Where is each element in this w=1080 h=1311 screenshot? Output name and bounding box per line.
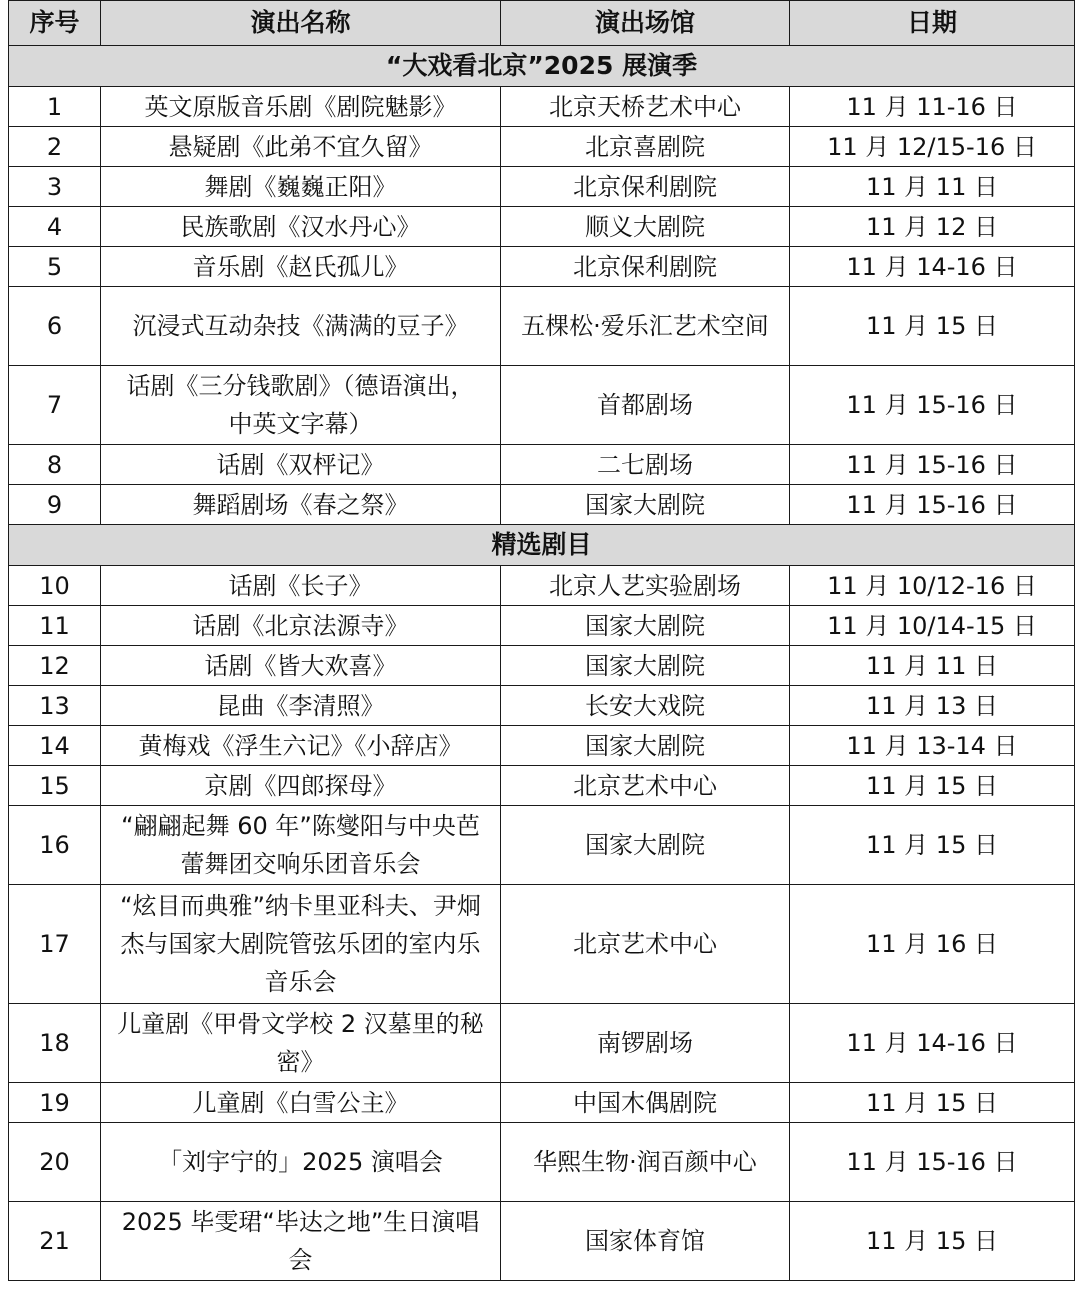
show-date: 11 月 12/15-16 日: [790, 127, 1075, 167]
row-number: 12: [9, 646, 101, 686]
show-date: 11 月 15-16 日: [790, 445, 1075, 485]
table-row: [9, 606, 1075, 646]
row-number: 6: [9, 287, 101, 366]
show-name: 话剧《三分钱歌剧》（德语演出，中英文字幕）: [101, 366, 501, 445]
show-name: 话剧《长子》: [101, 566, 501, 606]
show-name: 2025 毕雯珺“毕达之地”生日演唱会: [101, 1202, 501, 1281]
table-row: [9, 726, 1075, 766]
venue-name: 国家大剧院: [501, 806, 790, 885]
show-date: 11 月 15-16 日: [790, 485, 1075, 525]
row-number: 19: [9, 1083, 101, 1123]
table-row: [9, 87, 1075, 127]
table-row: [9, 445, 1075, 485]
venue-name: 长安大戏院: [501, 686, 790, 726]
venue-name: 北京喜剧院: [501, 127, 790, 167]
venue-name: 中国木偶剧院: [501, 1083, 790, 1123]
show-date: 11 月 14-16 日: [790, 1004, 1075, 1083]
venue-name: 北京保利剧院: [501, 247, 790, 287]
venue-name: 北京艺术中心: [501, 885, 790, 1004]
show-date: 11 月 15 日: [790, 1083, 1075, 1123]
venue-name: 国家大剧院: [501, 726, 790, 766]
row-number: 8: [9, 445, 101, 485]
row-number: 14: [9, 726, 101, 766]
row-number: 20: [9, 1123, 101, 1202]
header-venue: 演出场馆: [501, 1, 790, 46]
section-title: “大戏看北京”2025 展演季: [9, 46, 1075, 87]
show-date: 11 月 15-16 日: [790, 366, 1075, 445]
venue-name: 二七剧场: [501, 445, 790, 485]
show-name: 京剧《四郎探母》: [101, 766, 501, 806]
show-date: 11 月 15-16 日: [790, 1123, 1075, 1202]
show-name: 沉浸式互动杂技《满满的豆子》: [101, 287, 501, 366]
show-name: 舞蹈剧场《春之祭》: [101, 485, 501, 525]
venue-name: 国家体育馆: [501, 1202, 790, 1281]
show-date: 11 月 15 日: [790, 766, 1075, 806]
venue-name: 国家大剧院: [501, 485, 790, 525]
header-number: 序号: [9, 1, 101, 46]
show-name: 音乐剧《赵氏孤儿》: [101, 247, 501, 287]
table-row: [9, 1004, 1075, 1083]
show-date: 11 月 13-14 日: [790, 726, 1075, 766]
venue-name: 北京天桥艺术中心: [501, 87, 790, 127]
venue-name: 北京艺术中心: [501, 766, 790, 806]
show-name: 民族歌剧《汉水丹心》: [101, 207, 501, 247]
show-name: “炫目而典雅”纳卡里亚科夫、尹炯杰与国家大剧院管弦乐团的室内乐音乐会: [101, 885, 501, 1004]
venue-name: 北京人艺实验剧场: [501, 566, 790, 606]
show-date: 11 月 10/12-16 日: [790, 566, 1075, 606]
show-name: 昆曲《李清照》: [101, 686, 501, 726]
row-number: 3: [9, 167, 101, 207]
table-row: [9, 766, 1075, 806]
venue-name: 华熙生物·润百颜中心: [501, 1123, 790, 1202]
show-date: 11 月 12 日: [790, 207, 1075, 247]
table-row: [9, 167, 1075, 207]
row-number: 16: [9, 806, 101, 885]
row-number: 9: [9, 485, 101, 525]
table-row: [9, 1083, 1075, 1123]
show-name: 话剧《双枰记》: [101, 445, 501, 485]
venue-name: 首都剧场: [501, 366, 790, 445]
show-name: “翩翩起舞 60 年”陈燮阳与中央芭蕾舞团交响乐团音乐会: [101, 806, 501, 885]
show-name: 儿童剧《白雪公主》: [101, 1083, 501, 1123]
row-number: 18: [9, 1004, 101, 1083]
venue-name: 北京保利剧院: [501, 167, 790, 207]
header-date: 日期: [790, 1, 1075, 46]
table-row: [9, 366, 1075, 445]
section-row: [9, 525, 1075, 566]
show-date: 11 月 16 日: [790, 885, 1075, 1004]
section-row: [9, 46, 1075, 87]
row-number: 1: [9, 87, 101, 127]
show-date: 11 月 15 日: [790, 1202, 1075, 1281]
schedule-table: [8, 0, 1075, 1281]
venue-name: 国家大剧院: [501, 606, 790, 646]
table-row: [9, 806, 1075, 885]
table-row: [9, 566, 1075, 606]
show-name: 「刘宇宁的」2025 演唱会: [101, 1123, 501, 1202]
show-name: 儿童剧《甲骨文学校 2 汉墓里的秘密》: [101, 1004, 501, 1083]
row-number: 5: [9, 247, 101, 287]
venue-name: 国家大剧院: [501, 646, 790, 686]
show-date: 11 月 10/14-15 日: [790, 606, 1075, 646]
show-date: 11 月 14-16 日: [790, 247, 1075, 287]
row-number: 2: [9, 127, 101, 167]
show-date: 11 月 11 日: [790, 646, 1075, 686]
venue-name: 五棵松·爱乐汇艺术空间: [501, 287, 790, 366]
header-show-name: 演出名称: [101, 1, 501, 46]
table-row: [9, 127, 1075, 167]
show-name: 话剧《皆大欢喜》: [101, 646, 501, 686]
row-number: 11: [9, 606, 101, 646]
venue-name: 顺义大剧院: [501, 207, 790, 247]
table-row: [9, 686, 1075, 726]
table-body: [9, 46, 1075, 1281]
section-title: 精选剧目: [9, 525, 1075, 566]
table-row: [9, 1123, 1075, 1202]
header-row: [9, 1, 1075, 46]
row-number: 17: [9, 885, 101, 1004]
venue-name: 南锣剧场: [501, 1004, 790, 1083]
show-name: 黄梅戏《浮生六记》《小辞店》: [101, 726, 501, 766]
table-row: [9, 646, 1075, 686]
row-number: 15: [9, 766, 101, 806]
table-row: [9, 885, 1075, 1004]
show-name: 悬疑剧《此弟不宜久留》: [101, 127, 501, 167]
show-date: 11 月 15 日: [790, 806, 1075, 885]
table-row: [9, 485, 1075, 525]
show-name: 舞剧《巍巍正阳》: [101, 167, 501, 207]
row-number: 10: [9, 566, 101, 606]
table-row: [9, 1202, 1075, 1281]
show-date: 11 月 15 日: [790, 287, 1075, 366]
show-name: 话剧《北京法源寺》: [101, 606, 501, 646]
row-number: 4: [9, 207, 101, 247]
table-row: [9, 247, 1075, 287]
show-date: 11 月 11-16 日: [790, 87, 1075, 127]
show-date: 11 月 13 日: [790, 686, 1075, 726]
row-number: 21: [9, 1202, 101, 1281]
row-number: 7: [9, 366, 101, 445]
row-number: 13: [9, 686, 101, 726]
show-name: 英文原版音乐剧《剧院魅影》: [101, 87, 501, 127]
table-row: [9, 287, 1075, 366]
show-date: 11 月 11 日: [790, 167, 1075, 207]
table-row: [9, 207, 1075, 247]
